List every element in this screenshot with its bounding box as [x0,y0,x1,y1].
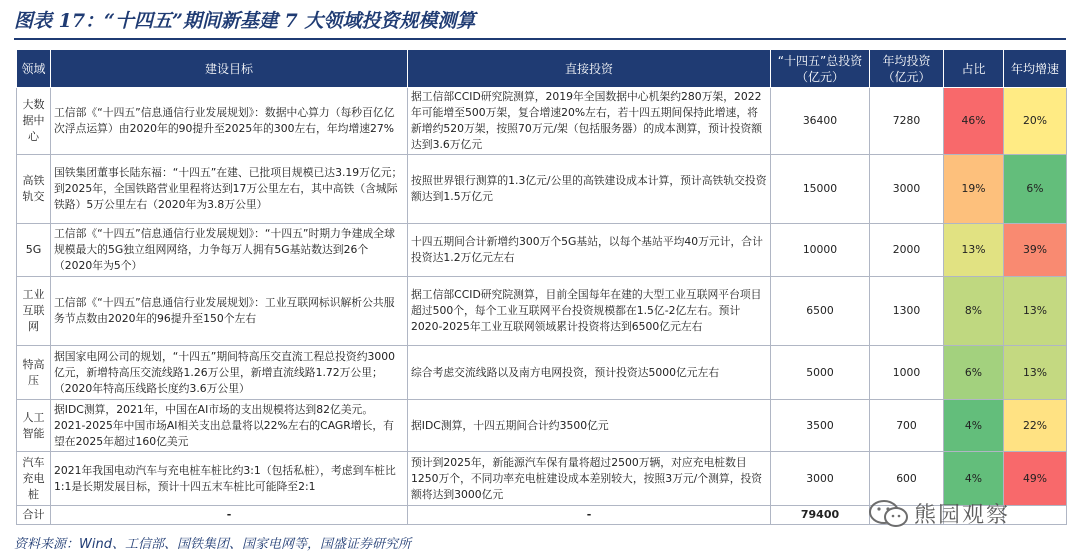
table-row [17,88,1067,155]
row-total: 10000 [771,224,870,277]
row-goal: 国铁集团董事长陆东福：“十四五”在建、已批项目规模已达3.19万亿元；到2025年，全国铁路营业里程将达到17万公里左右，其中高铁（含城际铁路）5万公里左右（2020年为3.8万公里） [51,155,408,224]
header-growth: 年均增速 [1004,50,1067,88]
row-share: 6% [944,346,1004,400]
row-annual: 3000 [870,155,944,224]
row-growth: 49% [1004,452,1067,506]
row-growth: 39% [1004,224,1067,277]
table-row [17,224,1067,277]
row-annual: 1000 [870,346,944,400]
row-field: 高铁轨交 [17,155,51,224]
total-growth [1004,506,1067,525]
row-goal: 工信部《“十四五”信息通信行业发展规划》：“十四五”时期力争建成全球规模最大的5G独立组网网络，力争每万人拥有5G基站数达到26个（2020年为5个） [51,224,408,277]
row-annual: 2000 [870,224,944,277]
row-field: 汽车充电桩 [17,452,51,506]
title-bar [14,4,1066,40]
row-invest: 据IDC测算，十四五期间合计约3500亿元 [408,400,771,452]
row-share: 4% [944,452,1004,506]
row-invest: 十四五期间合计新增约300万个5G基站，以每个基站平均40万元计，合计投资达1.2万亿元左右 [408,224,771,277]
row-invest: 按照世界银行测算的1.3亿元/公里的高铁建设成本计算，预计高铁轨交投资额达到1.5万亿元 [408,155,771,224]
row-share: 19% [944,155,1004,224]
row-goal: 2021年我国电动汽车与充电桩车桩比约3:1（包括私桩），考虑到车桩比1:1是长期发展目标，预计十四五末车桩比可能降至2:1 [51,452,408,506]
row-total: 3500 [771,400,870,452]
investment-table [16,49,1067,525]
table-row [17,400,1067,452]
row-annual: 700 [870,400,944,452]
header-invest: 直接投资 [408,50,771,88]
row-share: 46% [944,88,1004,155]
row-growth: 13% [1004,346,1067,400]
header-annual: 年均投资（亿元） [870,50,944,88]
wechat-icon [868,499,910,529]
row-growth: 20% [1004,88,1067,155]
row-growth: 13% [1004,277,1067,346]
table-row [17,155,1067,224]
total-value: 79400 [771,506,870,525]
figure-title: 图表 17：“十四五”期间新基建 7 大领域投资规模测算 [14,10,476,32]
source-note: 资料来源：Wind、工信部、国铁集团、国家电网等，国盛证券研究所 [14,537,411,552]
watermark [868,498,1010,529]
watermark-text: 熊园观察 [914,503,1011,528]
total-invest: - [408,506,771,525]
header-row [17,50,1067,88]
row-goal: 工信部《“十四五”信息通信行业发展规划》：工业互联网标识解析公共服务节点数由2020年的96提升至150个左右 [51,277,408,346]
row-total: 6500 [771,277,870,346]
row-annual: 600 [870,452,944,506]
row-field: 5G [17,224,51,277]
row-field: 工业互联网 [17,277,51,346]
header-goal: 建设目标 [51,50,408,88]
row-invest: 据工信部CCID研究院测算，目前全国每年在建的大型工业互联网平台项目超过500个，每个工业互联网平台投资规模都在1.5亿-2亿左右。预计2020-2025年工业互联网领域累计投资将达到6500亿元左右 [408,277,771,346]
row-share: 13% [944,224,1004,277]
table-row [17,277,1067,346]
row-invest: 据工信部CCID研究院测算，2019年全国数据中心机架约280万架，2022年可能增至500万架，复合增速20%左右，若十四五期间保持此增速，将新增约520万架，按照70万元/架（包括服务器）的成本测算，预计投资额达到3.6万亿元 [408,88,771,155]
row-share: 4% [944,400,1004,452]
row-field: 大数据中心 [17,88,51,155]
header-field: 领域 [17,50,51,88]
table-row [17,346,1067,400]
row-invest: 综合考虑交流线路以及南方电网投资，预计投资达5000亿元左右 [408,346,771,400]
row-annual: 7280 [870,88,944,155]
row-total: 5000 [771,346,870,400]
row-total: 3000 [771,452,870,506]
total-label: 合计 [17,506,51,525]
row-annual: 1300 [870,277,944,346]
row-invest: 预计到2025年，新能源汽车保有量将超过2500万辆，对应充电桩数目1250万个，不同功率充电桩建设成本差别较大，按照3万元/个测算，投资额将达到3000亿元 [408,452,771,506]
header-share: 占比 [944,50,1004,88]
row-field: 特高压 [17,346,51,400]
row-field: 人工智能 [17,400,51,452]
row-share: 8% [944,277,1004,346]
row-goal: 工信部《“十四五”信息通信行业发展规划》：数据中心算力（每秒百亿亿次浮点运算）由2020年的90提升至2025年的300左右，年均增速27% [51,88,408,155]
total-goal: - [51,506,408,525]
row-growth: 6% [1004,155,1067,224]
row-total: 15000 [771,155,870,224]
row-growth: 22% [1004,400,1067,452]
header-total: “十四五”总投资（亿元） [771,50,870,88]
row-goal: 据国家电网公司的规划，“十四五”期间特高压交直流工程总投资约3000亿元，新增特高压交流线路1.26万公里，新增直流线路1.72万公里；（2020年特高压线路长度约3.6万公里） [51,346,408,400]
row-goal: 据IDC测算，2021年，中国在AI市场的支出规模将达到82亿美元。2021-2025年中国市场AI相关支出总量将以22%左右的CAGR增长，有望在2025年超过160亿美元 [51,400,408,452]
row-total: 36400 [771,88,870,155]
